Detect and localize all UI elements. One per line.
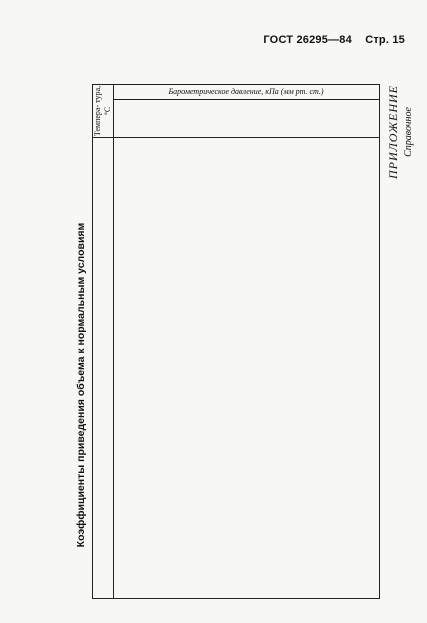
temperature-header: Темпера- тура, °С <box>93 85 112 137</box>
temperature-list <box>93 137 113 598</box>
appendix-title: ПРИЛОЖЕНИЕ <box>386 85 400 179</box>
table-title-block <box>72 170 90 600</box>
page-number: Стр. 15 <box>365 34 405 46</box>
appendix-block <box>384 72 420 192</box>
page-header <box>263 34 405 46</box>
table-title: Коэффициенты приведения объема к нормальным условиям <box>75 222 87 548</box>
pressure-header-row <box>113 99 379 138</box>
table-body <box>113 137 379 598</box>
appendix-subtitle: Справочное <box>403 107 414 157</box>
temperature-column <box>93 85 114 598</box>
pressure-band-header: Барометрическое давление, кПа (мм рт. ст.) <box>113 85 379 100</box>
coefficient-table <box>92 84 380 599</box>
temperature-header-cell <box>93 85 113 138</box>
standard-number: ГОСТ 26295—84 <box>263 34 352 46</box>
